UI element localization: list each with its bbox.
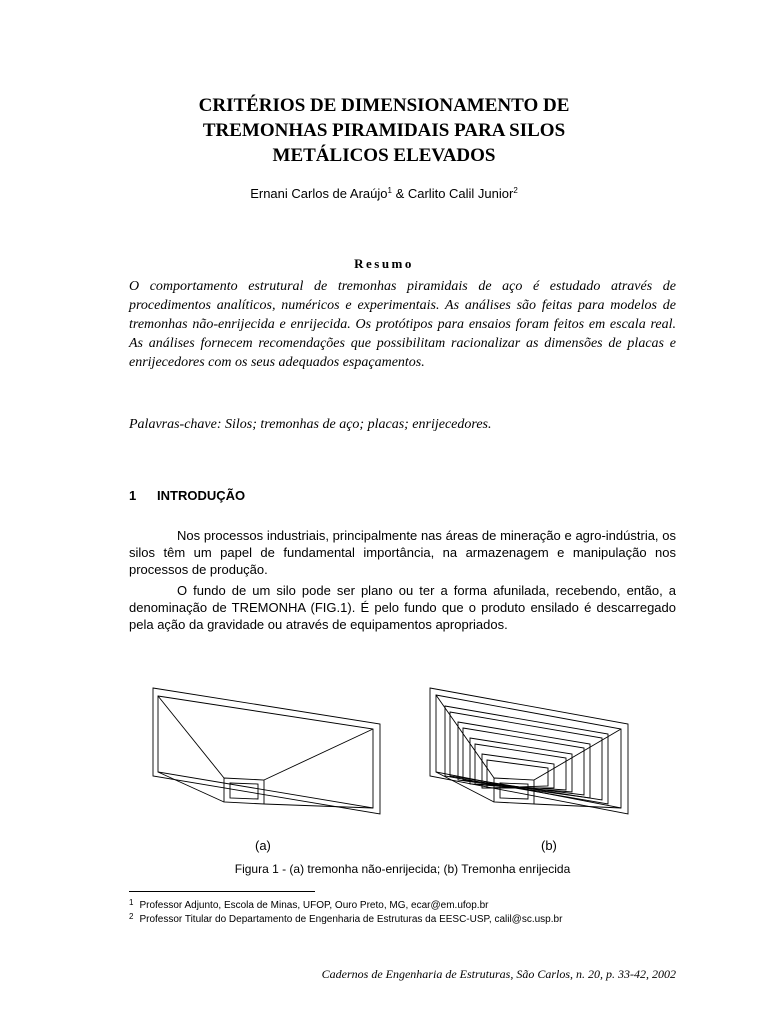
- intro-paragraph-2: O fundo de um silo pode ser plano ou ter a forma afunilada, recebendo, então, a denominação de TREMONHA (FIG.1). É pelo fundo que o produto ensilado é descarregado pela ação da gravidade ou através de equipamentos apropriados.: [129, 583, 676, 632]
- figure-1-drawings: [120, 680, 650, 830]
- abstract-heading: Resumo: [354, 256, 414, 271]
- journal-citation-footer: Cadernos de Engenharia de Estruturas, São Carlos, n. 20, p. 33-42, 2002: [321, 967, 676, 981]
- figure-caption: Figura 1 - (a) tremonha não-enrijecida; (b) Tremonha enrijecida: [234, 862, 571, 876]
- author-2-footnote-mark: 2: [513, 186, 518, 195]
- paper-title: [0, 93, 768, 168]
- figure-label-b: (b): [541, 838, 557, 853]
- author-2: Carlito Calil Junior: [407, 186, 514, 201]
- author-separator: &: [391, 186, 408, 201]
- figure-label-a: (a): [255, 838, 271, 853]
- abstract-text: O comportamento estrutural de tremonhas piramidais de aço é estudado através de procedimentos analíticos, numéricos e experimentais. As análises são feitas para modelos de tremonhas não-enrijecida e enrijecida. Os protótipos para ensaios foram feitos em escala real. As análises fornecem recomendações que possibilitam racionalizar as dimensões de placas e enrijecedores com os seus adequados espaçamentos.: [129, 279, 676, 370]
- title-line-1: CRITÉRIOS DE DIMENSIONAMENTO DE: [198, 95, 570, 116]
- footnote-1-text: Professor Adjunto, Escola de Minas, UFOP, Ouro Preto, MG, ecar@em.ufop.br: [139, 900, 489, 911]
- title-line-2: TREMONHAS PIRAMIDAIS PARA SILOS: [202, 120, 566, 141]
- hopper-stiffened-drawing: [430, 688, 628, 814]
- section-number: 1: [129, 488, 137, 503]
- section-heading: [129, 488, 245, 503]
- title-line-3: METÁLICOS ELEVADOS: [272, 145, 496, 166]
- footnote-2-mark: 2: [129, 912, 134, 921]
- footnote-1: [129, 897, 488, 912]
- footnote-2-text: Professor Titular do Departamento de Engenharia de Estruturas da EESC-USP, calil@sc.usp.br: [139, 914, 563, 925]
- author-line: [0, 186, 768, 201]
- section-title: INTRODUÇÃO: [157, 488, 246, 503]
- author-1: Ernani Carlos de Araújo: [250, 186, 388, 201]
- footnote-1-mark: 1: [129, 898, 134, 907]
- footnote-separator: [129, 891, 315, 892]
- keywords: Palavras-chave: Silos; tremonhas de aço; placas; enrijecedores.: [129, 417, 492, 432]
- footnote-2: [129, 911, 562, 926]
- hopper-unstiffened-drawing: [153, 688, 380, 814]
- intro-paragraph-1: Nos processos industriais, principalmente nas áreas de mineração e agro-indústria, os silos têm um papel de fundamental importância, na armazenagem e manipulação nos processos de produção.: [129, 528, 676, 577]
- author-1-footnote-mark: 1: [387, 186, 392, 195]
